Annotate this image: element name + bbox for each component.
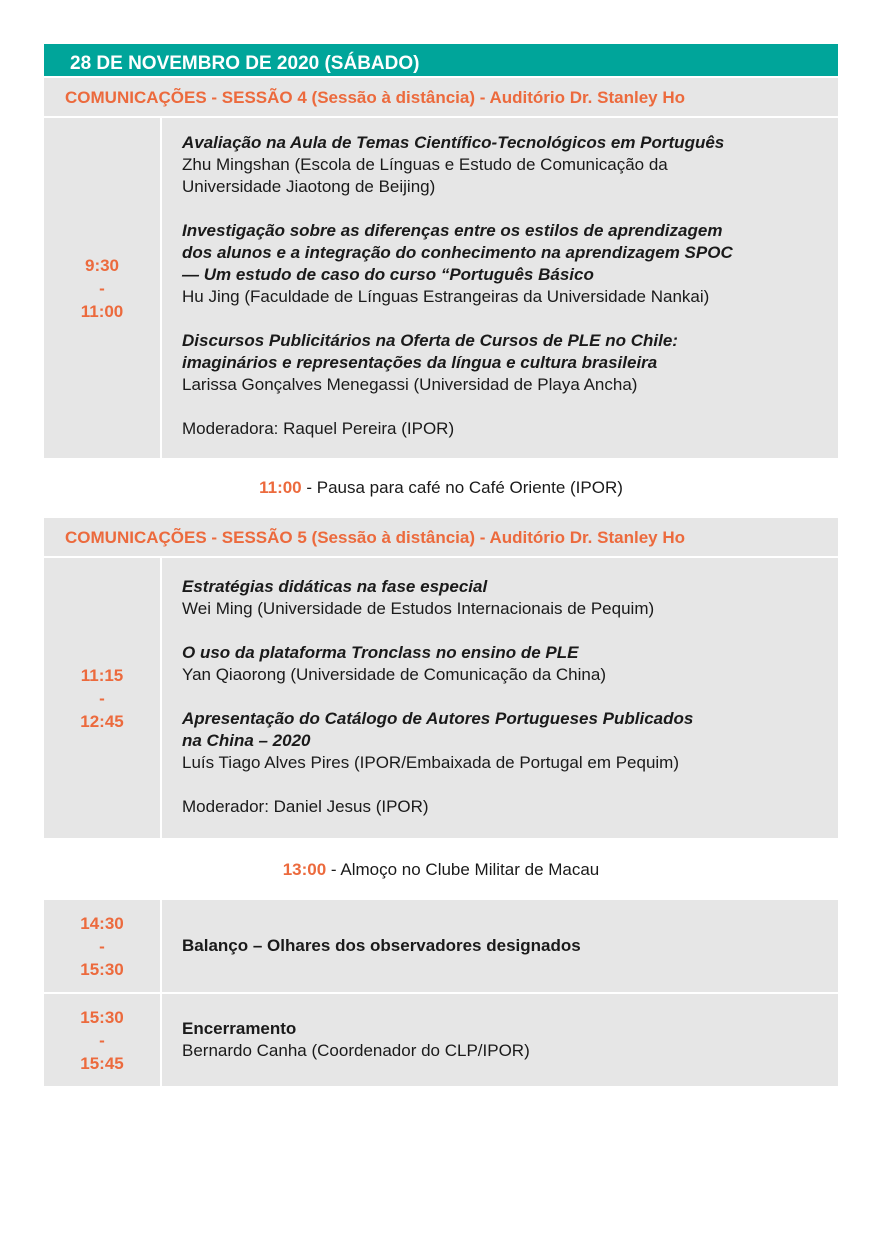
balanco-time (44, 900, 162, 992)
session-4-time (44, 118, 162, 458)
session-5-time (44, 558, 162, 838)
talk-author: Wei Ming (Universidade de Estudos Internacionais de Pequim) (182, 599, 655, 618)
talk-title: Investigação sobre as diferenças entre os estilos de aprendizagem (182, 221, 723, 240)
session-5-title: COMUNICAÇÕES - SESSÃO 5 (Sessão à distância) - Auditório Dr. Stanley Ho (44, 518, 838, 558)
session-5-content (162, 558, 838, 838)
balanco-title: Balanço – Olhares dos observadores designados (182, 936, 581, 955)
talk (182, 330, 838, 396)
talk-title: na China – 2020 (182, 731, 311, 750)
talk-title: dos alunos e a integração do conhecimento na aprendizagem SPOC (182, 243, 733, 262)
talk-title: — Um estudo de caso do curso “Português Básico (182, 265, 594, 284)
encerramento-time (44, 994, 162, 1086)
talk-title: O uso da plataforma Tronclass no ensino de PLE (182, 643, 579, 662)
moderator: Moderador: Daniel Jesus (IPOR) (182, 797, 429, 816)
break-time: 11:00 (259, 478, 302, 497)
talk-title: imaginários e representações da língua e cultura brasileira (182, 353, 658, 372)
talk (182, 132, 838, 198)
time-start: 15:30 (80, 1007, 124, 1027)
session-4-row (44, 118, 838, 458)
talk-title: Discursos Publicitários na Oferta de Cursos de PLE no Chile: (182, 331, 678, 350)
talk-author: Hu Jing (Faculdade de Línguas Estrangeiras da Universidade Nankai) (182, 287, 710, 306)
encerramento-title: Encerramento (182, 1019, 297, 1038)
talk (182, 642, 838, 686)
time-separator: - (99, 278, 105, 298)
talk (182, 708, 838, 774)
lunch-break (44, 860, 838, 900)
time-separator: - (99, 1030, 105, 1050)
time-separator: - (99, 688, 105, 708)
coffee-break (44, 478, 838, 518)
encerramento-row (44, 994, 838, 1086)
balanco-row (44, 900, 838, 992)
talk-title: Estratégias didáticas na fase especial (182, 577, 488, 596)
session-5-row (44, 558, 838, 838)
time-start: 14:30 (80, 913, 124, 933)
talk (182, 220, 838, 308)
talk-author: Zhu Mingshan (Escola de Línguas e Estudo de Comunicação da (182, 155, 668, 174)
session-4-title: COMUNICAÇÕES - SESSÃO 4 (Sessão à distância) - Auditório Dr. Stanley Ho (44, 78, 838, 118)
moderator: Moderadora: Raquel Pereira (IPOR) (182, 419, 455, 438)
balanco-content (162, 900, 838, 992)
talk-author: Universidade Jiaotong de Beijing) (182, 177, 436, 196)
time-start: 9:30 (84, 255, 120, 275)
time-end: 11:00 (80, 301, 124, 321)
break-time: 13:00 (282, 860, 327, 879)
day-header: 28 DE NOVEMBRO DE 2020 (SÁBADO) (44, 44, 838, 78)
talk-title: Apresentação do Catálogo de Autores Portugueses Publicados (182, 709, 694, 728)
session-4-content (162, 118, 838, 458)
talk-author: Larissa Gonçalves Menegassi (Universidad de Playa Ancha) (182, 375, 638, 394)
encerramento-author: Bernardo Canha (Coordenador do CLP/IPOR) (182, 1041, 530, 1060)
time-start: 11:15 (80, 665, 124, 685)
time-end: 12:45 (80, 711, 124, 731)
program-page (44, 44, 838, 1086)
talk-title: Avaliação na Aula de Temas Científico-Tecnológicos em Português (182, 133, 725, 152)
break-text: - Pausa para café no Café Oriente (IPOR) (301, 478, 623, 497)
time-separator: - (99, 936, 105, 956)
encerramento-content (162, 994, 838, 1086)
talk-author: Luís Tiago Alves Pires (IPOR/Embaixada de Portugal em Pequim) (182, 753, 680, 772)
talk-author: Yan Qiaorong (Universidade de Comunicação da China) (182, 665, 606, 684)
talk (182, 576, 838, 620)
break-text: - Almoço no Clube Militar de Macau (326, 860, 600, 879)
time-end: 15:30 (80, 959, 124, 979)
time-end: 15:45 (80, 1053, 124, 1073)
